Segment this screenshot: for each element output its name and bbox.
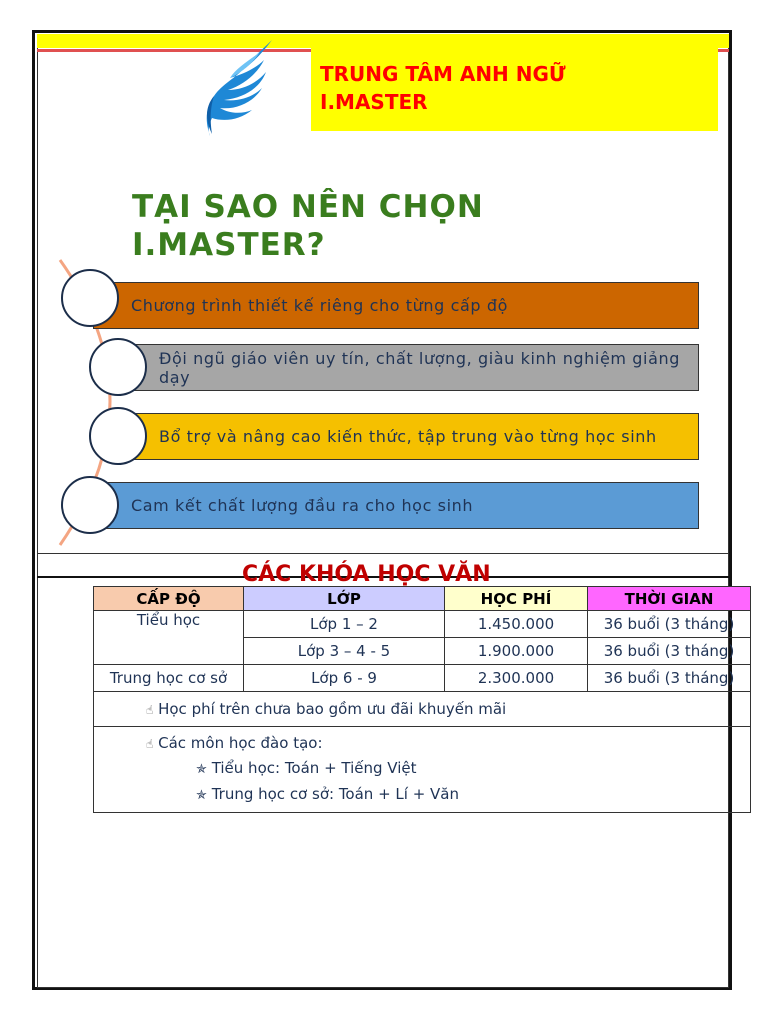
pointing-hand-icon: ☝ [146, 737, 154, 751]
reason-text-3: Bổ trợ và nâng cao kiến thức, tập trung vào từng học sinh [159, 427, 657, 446]
reason-bullet-circle-1 [61, 269, 119, 327]
reason-bar-4 [93, 482, 699, 529]
subject-secondary [94, 782, 750, 808]
grade-cell: Lớp 6 - 9 [244, 665, 445, 692]
fee-cell: 1.450.000 [445, 611, 588, 638]
eagle-logo-icon [200, 38, 280, 138]
header-level: CẤP ĐỘ [94, 587, 244, 611]
level-cell: Tiểu học [94, 611, 244, 665]
header-grade: LỚP [244, 587, 445, 611]
reason-bullet-circle-4 [61, 476, 119, 534]
reason-bullet-circle-3 [89, 407, 147, 465]
fee-cell: 1.900.000 [445, 638, 588, 665]
table-header-row [94, 587, 751, 611]
fee-note [94, 697, 750, 722]
duration-cell: 36 buổi (3 tháng) [588, 665, 751, 692]
fee-note-text: Học phí trên chưa bao gồm ưu đãi khuyến mãi [158, 699, 507, 718]
subject-primary [94, 756, 750, 782]
subject-primary-text: Tiểu học: Toán + Tiếng Việt [211, 759, 417, 777]
reason-bullet-circle-2 [89, 338, 147, 396]
reason-bar-2 [120, 344, 699, 391]
level-cell: Trung học cơ sở [94, 665, 244, 692]
grade-cell: Lớp 3 – 4 - 5 [244, 638, 445, 665]
header-fee: HỌC PHÍ [445, 587, 588, 611]
reason-text-2: Đội ngũ giáo viên uy tín, chất lượng, giàu kinh nghiệm giảng dạy [159, 348, 680, 387]
reason-text-4: Cam kết chất lượng đầu ra cho học sinh [131, 496, 474, 515]
header-duration: THỜI GIAN [588, 587, 751, 611]
subjects-row [94, 727, 751, 813]
reason-text-1: Chương trình thiết kế riêng cho từng cấp độ [131, 296, 508, 315]
subjects-note [94, 731, 750, 756]
courses-heading: CÁC KHÓA HỌC VĂN [242, 562, 491, 587]
center-name: TRUNG TÂM ANH NGỮ I.MASTER [320, 62, 566, 114]
section-divider [37, 553, 729, 554]
duration-cell: 36 buổi (3 tháng) [588, 638, 751, 665]
duration-cell: 36 buổi (3 tháng) [588, 611, 751, 638]
star-icon: ✯ [196, 762, 207, 777]
subject-secondary-text: Trung học cơ sở: Toán + Lí + Văn [211, 785, 460, 803]
reason-bar-3 [120, 413, 699, 460]
subjects-note-text: Các môn học đào tạo: [158, 734, 323, 752]
fee-cell: 2.300.000 [445, 665, 588, 692]
why-choose-heading: TẠI SAO NÊN CHỌN I.MASTER? [132, 189, 484, 263]
pointing-hand-icon: ☝ [146, 702, 154, 717]
star-icon: ✯ [196, 788, 207, 803]
note-row [94, 692, 751, 727]
courses-table [93, 586, 751, 813]
grade-cell: Lớp 1 – 2 [244, 611, 445, 638]
reason-bar-1 [93, 282, 699, 329]
table-row [94, 665, 751, 692]
table-row [94, 611, 751, 638]
